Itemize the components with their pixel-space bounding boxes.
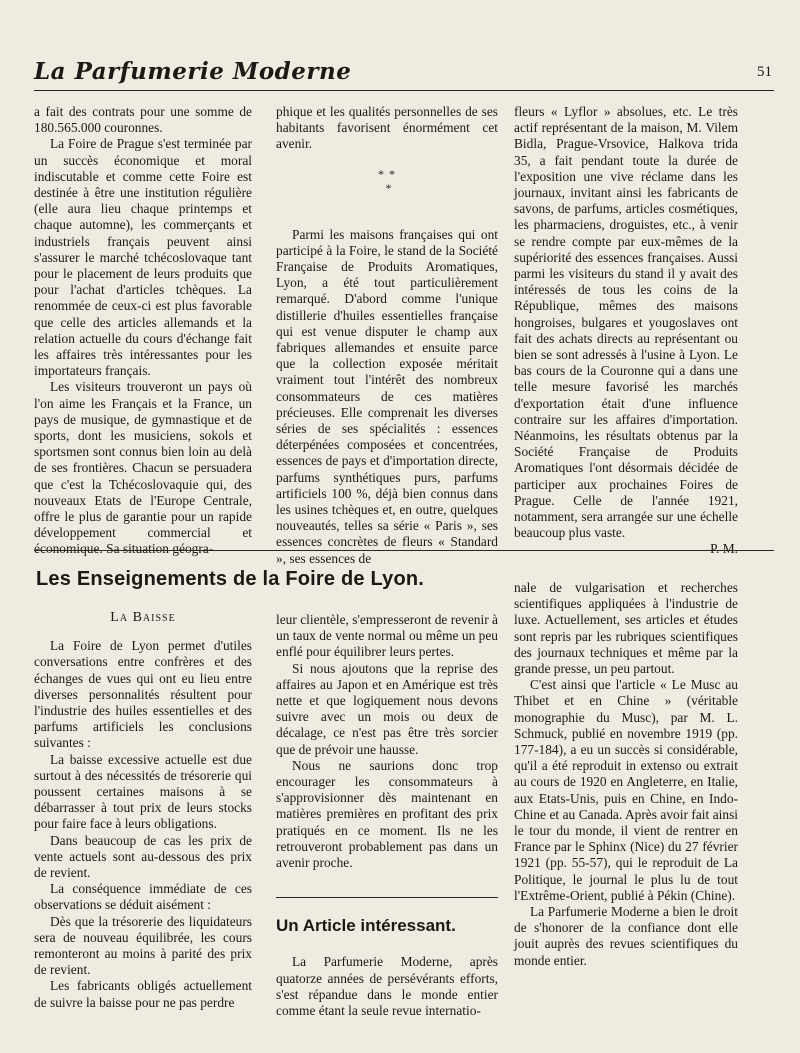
paragraph: nale de vulgarisation et recherches scientifiques appliquées à l'industrie de luxe. Actuellement, ses articles et études sont repris par les rubriques scientifiques des journaux techniques et même par la grande presse, un peu partout. <box>514 580 738 677</box>
prague-column-1 <box>34 104 252 558</box>
paragraph: Si nous ajoutons que la reprise des affaires au Japon et en Amérique est très nette et que logiquement nous devons suivre avec un mois ou deux de décalage, ce n'est pas être très sorcier que de prévoir une hausse. <box>276 660 498 757</box>
section-separator: * * * <box>378 166 396 195</box>
article-column-3 <box>514 580 738 969</box>
page-number: 51 <box>757 64 772 80</box>
paragraph: fleurs « Lyflor » absolues, etc. Le très actif représentant de la maison, M. Vilem Bidla, Prague-Vrsovice, Halkova trida 35, a fait pendant toute la durée de l'exposition une vive réclame dans les journaux, invitant ainsi les fabricants de savons, de parfums, articles cosmétiques, les pharmaciens, droguistes, etc., à venir se rendre compte par eux-mêmes de la supériorité des essences françaises. Aussi parmi les visiteurs du stand il y avait des intéressés de tous les coins de la République, mêmes des maisons hongroises, bulgares et yougoslaves ont fait des achats directs au représentant ou bien se sont adressés à l'usine à Lyon. Le bas cours de la Couronne qui a dans une telle mesure favorisé les marchés d'exportation était d'une influence contraire sur les affaires d'importation. Néanmoins, les résultats obtenus par la Société Française de Produits Aromatiques l'ont désormais décidée de participer aux prochaines Foires de Prague. Celle de l'année 1921, notamment, sera arrangée sur une échelle beaucoup plus vaste. <box>514 104 738 541</box>
subheading: La Baisse <box>110 610 176 625</box>
article-title: Un Article intéressant. <box>276 916 456 936</box>
paragraph: leur clientèle, s'empresseront de revenir à un taux de vente normal ou même un peu enflé pour équilibrer leurs pertes. <box>276 612 498 660</box>
paragraph: phique et les qualités personnelles de ses habitants favorisent énormément cet avenir. <box>276 104 498 152</box>
lyon-column-1 <box>34 606 252 1011</box>
section-rule <box>34 550 774 551</box>
prague-column-3 <box>514 104 738 558</box>
masthead <box>34 58 774 88</box>
paragraph: La Foire de Prague s'est terminée par un succès économique et moral indiscutable et comme cette Foire est destinée à être une institution régulière (elle aura lieu chaque printemps et chaque automne), les commerçants et industriels français peuvent ainsi s'assurer le marché tchécoslovaque tant pour le placement de leurs produits que pour l'achat d'articles tchèques. La renommée de ceux-ci est plus favorable que celle des articles allemands et la relation actuelle du cours d'échange fait les affaires très intéressantes pour les importateurs français. <box>34 136 252 379</box>
paragraph: Les fabricants obligés actuellement de suivre la baisse pour ne pas perdre <box>34 978 252 1010</box>
paragraph: Parmi les maisons françaises qui ont participé à la Foire, le stand de la Société Française de Produits Aromatiques, Lyon, a été tout particulièrement remarqué. D'abord comme l'unique distillerie d'huiles essentielles française qui est venue disputer le champ aux fabriques allemandes et ensuite parce que la collection exposée méritait vraiment tout l'intérêt des nombreux consommateurs de ces matières précieuses. Elle comprenait les diverses séries de ses spécialités : essences déterpénées composées et concentrées, essences de pays et d'importation directe, parfums synthétiques purs, parfums artificiels 100 %, déjà bien connus dans les usines tchèques et, en outre, quelques nouveautés, telles sa série « Paris », ses essences concrètes de fleurs « Standard », ses essences de <box>276 226 498 566</box>
prague-column-2 <box>276 104 498 567</box>
paragraph: La baisse excessive actuelle est due surtout à des nécessités de trésorerie qui poussent certaines maisons à se débarrasser à tout prix de leurs stocks pour faire face à leurs obligations. <box>34 751 252 832</box>
article-rule <box>276 897 498 898</box>
paragraph: Dès que la trésorerie des liquidateurs sera de nouveau équilibrée, les cours remonteront au moins à parité des prix de revient. <box>34 913 252 978</box>
journal-title: La Parfumerie Moderne <box>34 58 352 85</box>
paragraph: a fait des contrats pour une somme de 180.565.000 couronnes. <box>34 104 252 136</box>
paragraph: Les visiteurs trouveront un pays où l'on aime les Français et la France, un pays de musique, de gymnastique et de sports, dont les musiciens, sokols et sportsmen sont connus bien loin au delà de ses frontières. Chacun se persuadera que c'est la Tchécoslovaquie qui, des nouveaux Etats de l'Europe Centrale, offre le plus de garantie pour un rapide développement commercial et économique. Sa situation géogra- <box>34 379 252 557</box>
signature: P. M. <box>710 541 738 557</box>
header-rule <box>34 90 774 91</box>
paragraph: C'est ainsi que l'article « Le Musc au Thibet et en Chine » (véritable monographie du Musc), par M. L. Schmuck, publié en novembre 1919 (pp. 177-184), a eu un succès si considérable, qu'il a été reproduit in extenso ou extrait au cours de 1920 en Angleterre, en Italie, aux Etats-Unis, puis en Chine, en Indo-Chine et au Canada. Après avoir fait ainsi le tour du monde, il vient de rentrer en France par le Sphinx (Nice) du 27 février 1921 (pp. 55-57), qui le reproduit de La Politique, le journal le plus lu de tout l'Extrême-Orient, publié à Pékin (Chine). <box>514 677 738 903</box>
lyon-article-title: Les Enseignements de la Foire de Lyon. <box>36 568 425 590</box>
paragraph: La Parfumerie Moderne a bien le droit de s'honorer de la confiance dont elle jouit auprès des revues scientifiques du monde entier. <box>514 904 738 968</box>
paragraph: La Foire de Lyon permet d'utiles conversations entre confrères et des échanges de vues qui ont eu lieu entre diverses personnalités résultent pour l'industrie des huiles essentielles et des parfums artificiels les conclusions suivantes : <box>34 638 252 751</box>
paragraph: Nous ne saurions donc trop encourager les consommateurs à s'approvisionner dès maintenant en matières premières en profitant des prix pratiqués en ce moment. Ils ne les retrouveront probablement pas dans un avenir proche. <box>276 757 498 871</box>
paragraph: La conséquence immédiate de ces observations se déduit aisément : <box>34 881 252 913</box>
paragraph: Dans beaucoup de cas les prix de vente actuels sont au-dessous des prix de revient. <box>34 832 252 881</box>
paragraph: La Parfumerie Moderne, après quatorze années de persévérants efforts, s'est répandue dans le monde entier comme étant la seule revue internatio- <box>276 954 498 1019</box>
lyon-column-2 <box>276 612 498 1019</box>
